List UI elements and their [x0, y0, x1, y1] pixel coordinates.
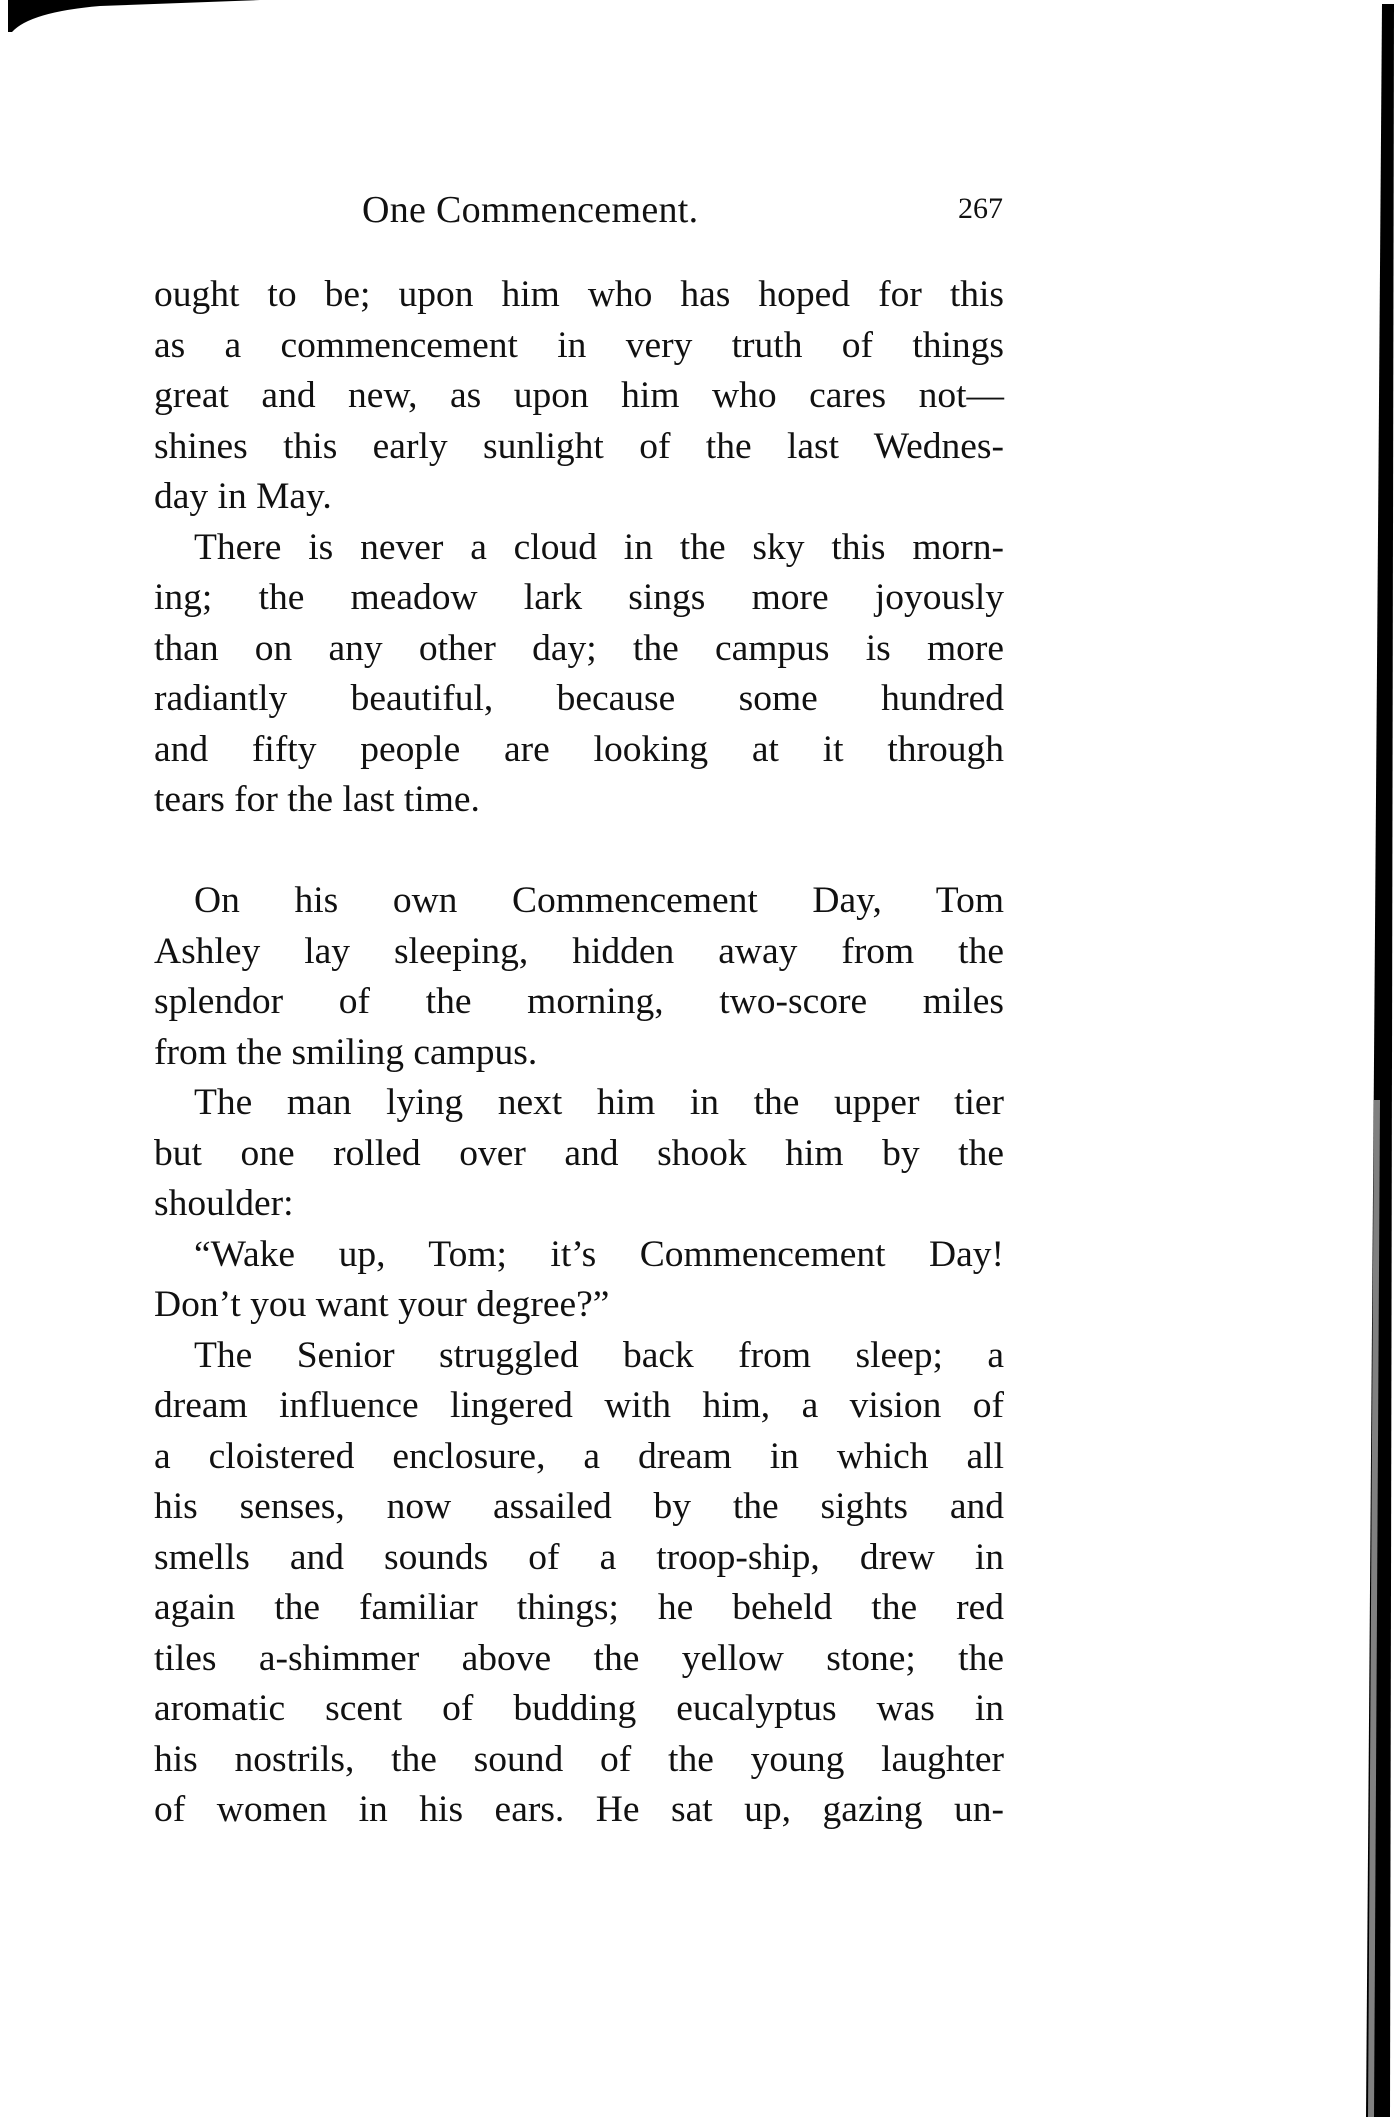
page-header	[0, 188, 1396, 238]
text-line: radiantly beautiful, because some hundred	[154, 678, 1004, 719]
running-title: One Commencement.	[362, 189, 699, 231]
text-line: ing; the meadow lark sings more joyously	[154, 577, 1004, 618]
text-line: tiles a-shimmer above the yellow stone; the	[154, 1637, 1004, 1679]
text-line: On his own Commencement Day, Tom	[194, 880, 1004, 921]
text-line: The Senior struggled back from sleep; a	[194, 1334, 1004, 1376]
text-line: his senses, now assailed by the sights and	[154, 1486, 1004, 1527]
text-line: splendor of the morning, two-score miles	[154, 981, 1004, 1022]
body-text	[154, 270, 1004, 1836]
text-line: again the familiar things; he beheld the red	[154, 1587, 1004, 1628]
text-line: his nostrils, the sound of the young laughter	[154, 1738, 1004, 1780]
text-line: dream influence lingered with him, a vision of	[154, 1385, 1004, 1426]
text-line: of women in his ears. He sat up, gazing un-	[154, 1789, 1004, 1830]
text-line: There is never a cloud in the sky this morn-	[194, 526, 1004, 568]
text-line: ought to be; upon him who has hoped for this	[154, 274, 1004, 315]
text-line: as a commencement in very truth of things	[154, 324, 1004, 366]
text-line: from the smiling campus.	[154, 1031, 538, 1073]
page-curl-shadow	[0, 0, 300, 40]
text-line: The man lying next him in the upper tier	[194, 1082, 1004, 1123]
text-line: Don’t you want your degree?”	[154, 1284, 610, 1325]
text-line: shines this early sunlight of the last Wednes-	[154, 425, 1004, 467]
text-line: smells and sounds of a troop-ship, drew in	[154, 1536, 1004, 1578]
text-line: great and new, as upon him who cares not—	[154, 375, 1004, 416]
binding-edge-shadow	[1330, 0, 1396, 2117]
text-line: “Wake up, Tom; it’s Commencement Day!	[194, 1233, 1004, 1275]
text-line: day in May.	[154, 476, 332, 517]
section-break	[154, 826, 1004, 877]
text-line: a cloistered enclosure, a dream in which all	[154, 1435, 1004, 1477]
page-number: 267	[958, 192, 1003, 225]
text-line: shoulder:	[154, 1183, 294, 1224]
text-line: tears for the last time.	[154, 779, 480, 820]
text-line: but one rolled over and shook him by the	[154, 1132, 1004, 1174]
text-line: than on any other day; the campus is more	[154, 627, 1004, 669]
text-line: aromatic scent of budding eucalyptus was in	[154, 1688, 1004, 1729]
text-line: and fifty people are looking at it through	[154, 728, 1004, 770]
text-line: Ashley lay sleeping, hidden away from the	[154, 930, 1004, 972]
